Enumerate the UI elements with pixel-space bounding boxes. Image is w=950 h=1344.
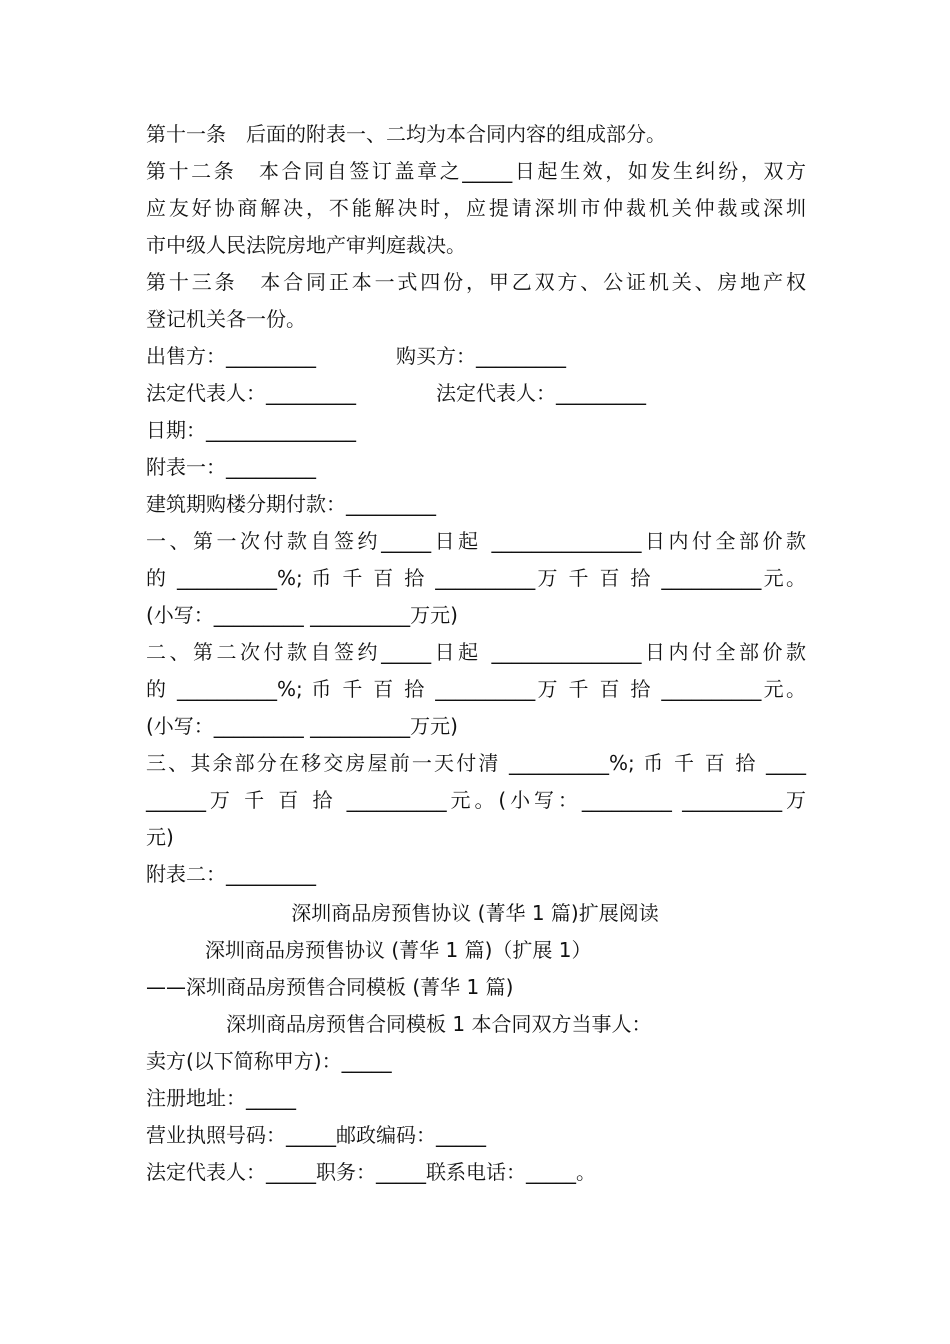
appendix-2-title: 附表二：_________ (146, 862, 316, 886)
template-parties-intro: 深圳商品房预售合同模板 1 本合同双方当事人： (226, 1012, 652, 1036)
business-license-line: 营业执照号码：_____邮政编码：_____ (146, 1123, 486, 1147)
payment-3-line-2: ______万 千 百 拾 __________元。(小写：_________ __________万 (146, 788, 806, 812)
legal-rep-line: 法定代表人：_________ 法定代表人：_________ (146, 381, 646, 405)
payment-2-line-2: 的 __________%; 币 千 百 拾 __________万 千 百 拾 __________元。 (146, 677, 806, 701)
article-13-line-1: 第十三条 本合同正本一式四份，甲乙双方、公证机关、房地产权 (146, 270, 806, 294)
extended-reading-heading: 深圳商品房预售协议 (菁华 1 篇)扩展阅读 (291, 901, 659, 925)
registered-address-line: 注册地址：_____ (146, 1086, 296, 1110)
appendix-1-title: 附表一：_________ (146, 455, 316, 479)
payment-3-line-1: 三、其余部分在移交房屋前一天付清 __________%; 币 千 百 拾 ____ (146, 751, 806, 775)
payment-1-line-3: (小写：_________ __________万元) (146, 603, 458, 627)
article-11: 第十一条 后面的附表一、二均为本合同内容的组成部分。 (146, 122, 666, 146)
legal-rep-contact-line: 法定代表人：_____职务：_____联系电话：_____。 (146, 1160, 596, 1184)
installment-title: 建筑期购楼分期付款：_________ (146, 492, 436, 516)
payment-2-line-3: (小写：_________ __________万元) (146, 714, 458, 738)
payment-1-line-1: 一、第一次付款自签约_____日起 _______________日内付全部价款 (146, 529, 806, 553)
date-line: 日期：_______________ (146, 418, 356, 442)
seller-party-line: 卖方(以下简称甲方)：_____ (146, 1049, 392, 1073)
payment-2-line-1: 二、第二次付款自签约_____日起 _______________日内付全部价款 (146, 640, 806, 664)
article-13-line-2: 登记机关各一份。 (146, 307, 306, 331)
article-12-line-2: 应友好协商解决，不能解决时，应提请深圳市仲裁机关仲裁或深圳 (146, 196, 806, 220)
payment-3-line-3: 元) (146, 825, 174, 849)
article-12-line-1: 第十二条 本合同自签订盖章之_____日起生效，如发生纠纷，双方 (146, 159, 806, 183)
payment-1-line-2: 的 __________%; 币 千 百 拾 __________万 千 百 拾 __________元。 (146, 566, 806, 590)
template-title: ——深圳商品房预售合同模板 (菁华 1 篇) (146, 975, 514, 999)
extended-reading-subheading: 深圳商品房预售协议 (菁华 1 篇)（扩展 1） (205, 938, 592, 962)
article-12-line-3: 市中级人民法院房地产审判庭裁决。 (146, 233, 466, 257)
seller-buyer-line: 出售方：_________ 购买方：_________ (146, 344, 566, 368)
